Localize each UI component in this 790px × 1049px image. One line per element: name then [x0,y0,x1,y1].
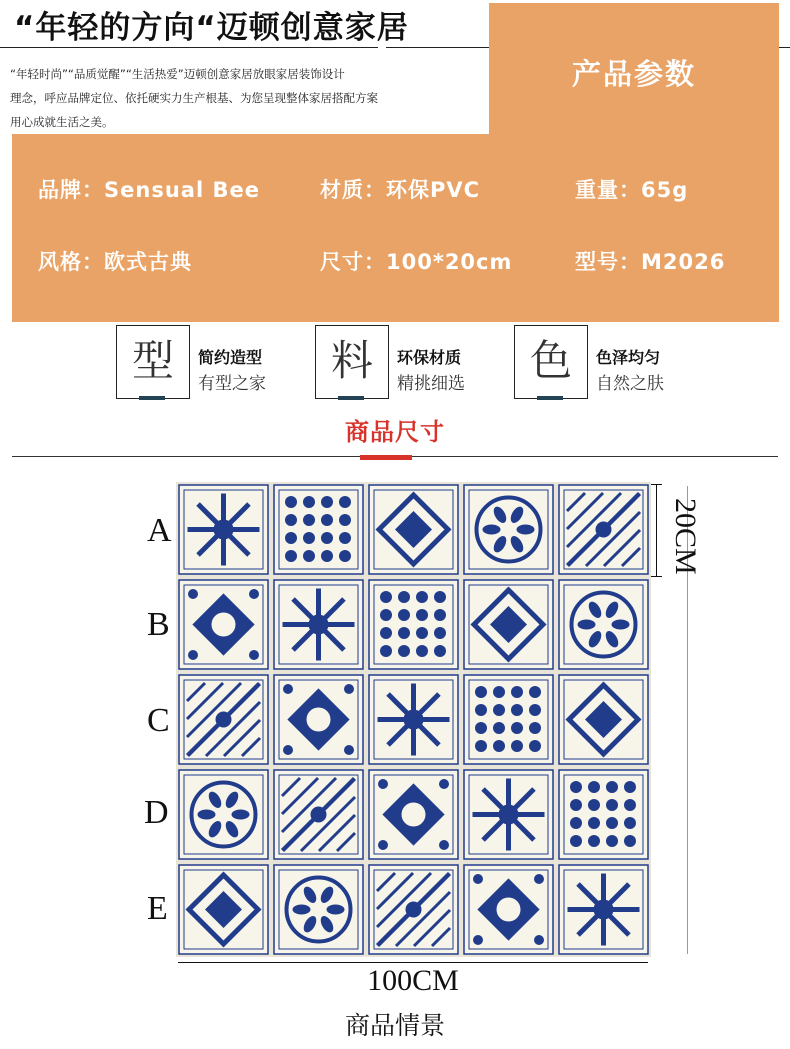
spec-style: 风格：欧式古典 [38,250,192,274]
tile-b5 [559,580,648,669]
row-label-d: D [144,794,169,831]
scene-caption: 商品情景 [344,1011,445,1040]
tile-c4 [464,675,553,764]
feature-color-title: 色泽均匀 [596,348,661,367]
tile-d2 [274,770,363,859]
height-dimension-line [656,484,657,576]
row-label-c: C [147,702,170,739]
tile-a1 [179,485,268,574]
intro-line-1: “年轻时尚”“品质觉醒”“生活热爱”迈顿创意家居放眼家居装饰设计 [10,67,345,81]
feature-shape-bar [139,396,165,400]
tile-e5 [559,865,648,954]
intro-line-3: 用心成就生活之美。 [10,115,114,129]
tile-a2 [274,485,363,574]
feature-shape-subtitle: 有型之家 [198,374,266,394]
tile-c3 [369,675,458,764]
tile-b4 [464,580,553,669]
tile-d1 [179,770,268,859]
tile-e2 [274,865,363,954]
feature-shape-char: 型 [131,336,174,385]
params-title: 产品参数 [571,57,696,91]
intro-text [10,62,480,134]
feature-material-bar [338,396,364,400]
header-divider-left [0,47,378,48]
header-divider-mid [386,47,490,48]
feature-color-bar [537,396,563,400]
spec-weight: 重量：65g [575,178,689,202]
spec-size: 尺寸：100*20cm [320,250,513,274]
tile-c2 [274,675,363,764]
height-label: 20CM [669,498,702,575]
feature-material-box [315,325,389,399]
size-title-underline [360,455,412,460]
tile-c1 [179,675,268,764]
feature-shape [116,325,266,399]
row-label-a: A [147,512,172,549]
tile-d5 [559,770,648,859]
tile-e3 [369,865,458,954]
tile-grid [176,482,651,957]
tile-c5 [559,675,648,764]
row-label-b: B [147,606,170,643]
params-panel [12,134,779,322]
intro-line-2: 理念，呼应品牌定位、依托硬实力生产根基、为您呈现整体家居搭配方案 [10,91,378,105]
tile-a4 [464,485,553,574]
tile-d4 [464,770,553,859]
feature-color-subtitle: 自然之肤 [596,374,664,394]
width-dimension-line [178,962,648,963]
tile-d3 [369,770,458,859]
feature-shape-title: 简约造型 [198,348,263,367]
width-label: 100CM [367,964,459,997]
tile-b3 [369,580,458,669]
spec-model: 型号：M2026 [575,250,726,274]
row-label-e: E [147,890,168,927]
headline: “年轻的方向“迈顿创意家居 [14,10,409,46]
feature-color [514,325,664,399]
feature-color-char: 色 [529,336,572,385]
feature-shape-box [116,325,190,399]
height-dimension-cap-top [651,484,662,485]
height-dimension-cap-bottom [651,576,662,577]
tile-a5 [559,485,648,574]
feature-material-subtitle: 精挑细选 [397,374,465,394]
size-section-title: 商品尺寸 [345,418,445,446]
spec-brand: 品牌：Sensual Bee [38,178,260,202]
tile-e4 [464,865,553,954]
tile-e1 [179,865,268,954]
header-divider-right [779,47,790,48]
feature-color-box [514,325,588,399]
feature-material [315,325,465,399]
feature-material-char: 料 [330,336,373,385]
tile-b2 [274,580,363,669]
feature-material-title: 环保材质 [397,348,462,367]
tile-a3 [369,485,458,574]
spec-material: 材质：环保PVC [320,178,481,202]
tile-b1 [179,580,268,669]
